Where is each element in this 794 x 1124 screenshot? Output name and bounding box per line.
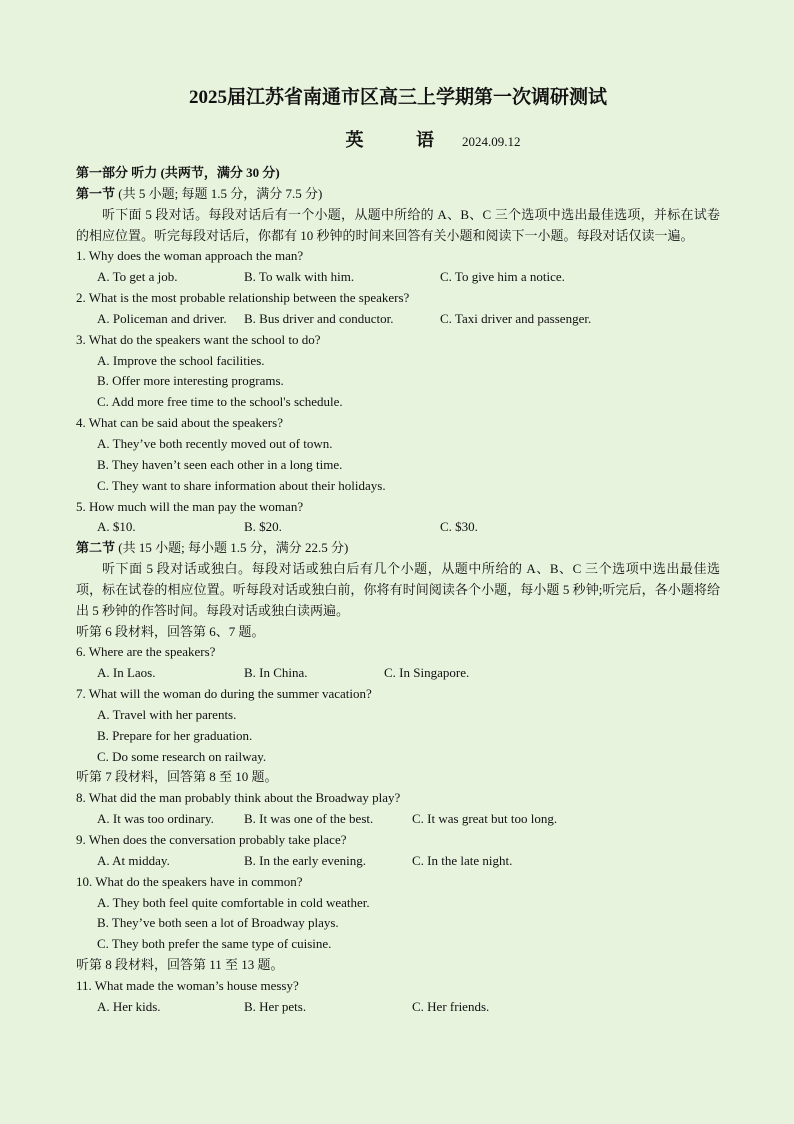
option-a: A. Her kids. [97, 998, 161, 1014]
option-a: A. To get a job. [97, 269, 178, 285]
section1-instructions: 听下面 5 段对话。每段对话后有一个小题，从题中所给的 A、B、C 三个选项中选出最佳选项，并标在试卷的相应位置。听完每段对话后，你都有 10 秒钟的时间来回答有关小题和阅读下一小题。每段对话仅读一遍。 [76, 206, 720, 243]
question-options [76, 663, 720, 684]
section1-heading [76, 184, 720, 205]
option-b: B. In China. [244, 665, 308, 681]
option-c: C. They want to share information about their holidays. [97, 477, 386, 493]
question-options [76, 267, 720, 288]
option-b: B. $20. [244, 519, 282, 535]
question-options [76, 309, 720, 330]
question-stem: 9. When does the conversation probably take place? [76, 832, 347, 847]
option-b: B. To walk with him. [244, 269, 355, 285]
option-a: A. In Laos. [97, 665, 156, 681]
question-options [76, 809, 720, 830]
option-b: B. They’ve both seen a lot of Broadway plays. [97, 915, 339, 931]
section2-instructions: 听下面 5 段对话或独白。每段对话或独白后有几个小题，从题中所给的 A、B、C 三个选项中选出最佳选项，标在试卷的相应位置。听每段对话或独白前，你将有时间阅读各个小题，每小题 5 秒钟;听完后，各小题将给出 5 秒钟的作答时间。每段对话或独白读两遍。 [76, 561, 720, 618]
option-c: C. Do some research on railway. [97, 748, 267, 764]
option-a: A. Policeman and driver. [97, 310, 227, 326]
option-a: A. They both feel quite comfortable in cold weather. [97, 894, 370, 910]
option-a: A. At midday. [97, 852, 170, 868]
material-heading: 听第 6 段材料，回答第 6、7 题。 [76, 623, 265, 639]
option-c: C. It was great but too long. [412, 811, 558, 827]
subject-label: 英 语 [345, 130, 458, 150]
option-c: C. Add more free time to the school's schedule. [97, 394, 343, 410]
option-c: C. $30. [440, 519, 478, 535]
section2-info: (共 15 小题; 每小题 1.5 分，满分 22.5 分) [118, 540, 349, 556]
exam-title: 2025届江苏省南通市区高三上学期第一次调研测试 [188, 87, 607, 108]
question-stem: 1. Why does the woman approach the man? [76, 248, 304, 264]
question-options [76, 517, 720, 538]
option-c: C. To give him a notice. [440, 269, 565, 285]
option-b: B. Offer more interesting programs. [97, 373, 284, 389]
option-b: B. Her pets. [244, 998, 307, 1014]
option-b: B. It was one of the best. [244, 811, 374, 827]
section1-info: (共 5 小题; 每题 1.5 分，满分 7.5 分) [118, 185, 323, 201]
question-stem: 5. How much will the man pay the woman? [76, 498, 304, 514]
option-a: A. It was too ordinary. [97, 811, 214, 827]
question-stem: 2. What is the most probable relationship between the speakers? [76, 290, 410, 306]
option-c: C. In Singapore. [384, 665, 470, 681]
option-b: B. In the early evening. [244, 852, 367, 868]
part1-heading: 第一部分 听力 (共两节，满分 30 分) [76, 165, 280, 180]
question-stem: 3. What do the speakers want the school to do? [76, 331, 321, 347]
question-stem: 11. What made the woman’s house messy? [76, 977, 299, 993]
option-b: B. Bus driver and conductor. [244, 310, 394, 326]
question-stem: 8. What did the man probably think about the Broadway play? [76, 790, 401, 806]
option-b: B. They haven’t seen each other in a long time. [97, 456, 343, 472]
section1-label: 第一节 [76, 185, 116, 201]
option-a: A. Improve the school facilities. [97, 352, 265, 368]
question-options [76, 997, 720, 1018]
section2-label: 第二节 [76, 540, 116, 556]
question-stem: 7. What will the woman do during the summer vacation? [76, 686, 372, 702]
material-heading: 听第 7 段材料，回答第 8 至 10 题。 [76, 769, 278, 785]
option-c: C. Taxi driver and passenger. [440, 310, 592, 326]
option-a: A. $10. [97, 519, 136, 535]
option-b: B. Prepare for her graduation. [97, 727, 253, 743]
listening-part [76, 163, 720, 1018]
exam-date: 2024.09.12 [462, 134, 521, 149]
material-heading: 听第 8 段材料，回答第 11 至 13 题。 [76, 957, 284, 973]
question-stem: 6. Where are the speakers? [76, 644, 216, 660]
option-c: C. In the late night. [412, 852, 513, 868]
section2-heading [76, 538, 720, 559]
question-stem: 10. What do the speakers have in common? [76, 873, 303, 889]
exam-page [76, 84, 720, 1018]
subject-line [76, 128, 720, 152]
option-c: C. They both prefer the same type of cuisine. [97, 936, 332, 952]
option-c: C. Her friends. [412, 998, 490, 1014]
option-a: A. They’ve both recently moved out of town. [97, 435, 333, 451]
question-options [76, 851, 720, 872]
question-stem: 4. What can be said about the speakers? [76, 415, 283, 431]
option-a: A. Travel with her parents. [97, 706, 237, 722]
